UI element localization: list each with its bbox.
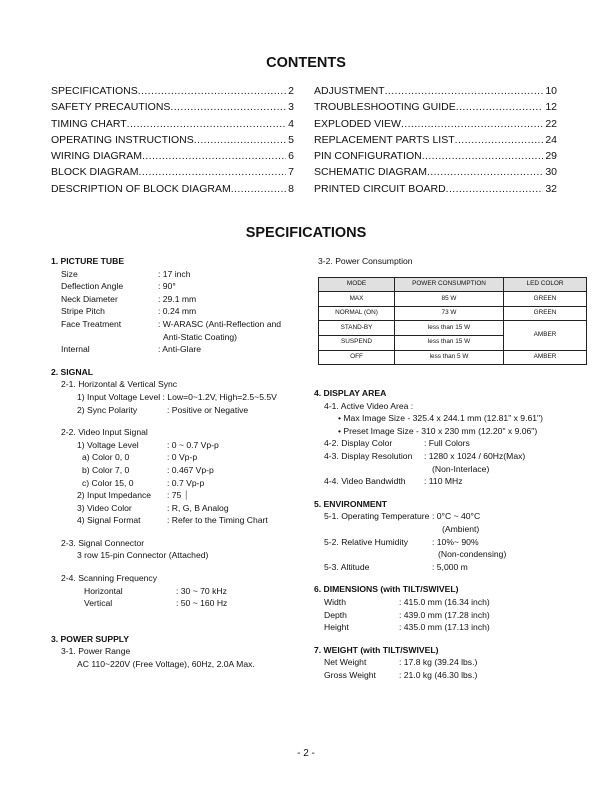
table-header: LED COLOR [504, 277, 587, 292]
spec-label: Depth [324, 609, 347, 620]
toc-item[interactable]: SCHEMATIC DIAGRAM ..... 30 [314, 164, 557, 180]
spec-label: Neck Diameter [61, 293, 118, 304]
toc-left [51, 83, 294, 197]
spec-value: (Ambient) [442, 523, 480, 534]
spec-value: : 0.467 Vp-p [167, 464, 214, 475]
spec-line: • Max Image Size - 325.4 x 244.1 mm (12.81" x 9.61") [338, 413, 543, 424]
subsection-heading: 2-1. Horizontal & Vertical Sync [61, 379, 178, 390]
toc-item[interactable]: PRINTED CIRCUIT BOARD ..... 32 [314, 181, 557, 197]
spec-label: c) Color 15, 0 [82, 477, 134, 488]
spec-value: : 110 MHz [424, 476, 463, 487]
toc-item[interactable]: TIMING CHART ..... 4 [51, 116, 294, 132]
spec-label: 4-4. Video Bandwidth [324, 476, 406, 487]
spec-label: Size [61, 268, 78, 279]
spec-label: 5-1. Operating Temperature [324, 511, 430, 522]
section-heading: 3. POWER SUPPLY [51, 633, 130, 644]
spec-label: Vertical [84, 598, 113, 609]
toc-item[interactable]: TROUBLESHOOTING GUIDE ..... 12 [314, 99, 557, 115]
toc-item[interactable]: OPERATING INSTRUCTIONS ..... 5 [51, 132, 294, 148]
spec-line: 3 row 15-pin Connector (Attached) [77, 550, 209, 561]
toc-item[interactable]: SPECIFICATIONS ..... 2 [51, 83, 294, 99]
spec-label: Width [324, 596, 346, 607]
page-number: - 2 - [297, 748, 315, 759]
section-heading: 1. PICTURE TUBE [51, 256, 125, 266]
spec-label: Net Weight [324, 657, 367, 668]
spec-label: 2) Input Impedance [77, 490, 152, 501]
spec-label: a) Color 0, 0 [82, 452, 130, 463]
spec-value: : 0.7 Vp-p [167, 477, 205, 488]
spec-label: Horizontal [84, 585, 123, 596]
toc-item[interactable]: REPLACEMENT PARTS LIST ..... 24 [314, 132, 557, 148]
table-row: SUSPEND less than 15 W [319, 335, 587, 350]
spec-value: (Non-condensing) [438, 549, 507, 560]
toc-item[interactable]: SAFETY PRECAUTIONS ..... 3 [51, 99, 294, 115]
spec-value: : 21.0 kg (46.30 lbs.) [399, 669, 478, 680]
spec-value: : 439.0 mm (17.28 inch) [399, 609, 490, 620]
spec-value: : 75 ⏐ [167, 490, 189, 501]
spec-value: : 90° [158, 281, 176, 292]
specifications-title: SPECIFICATIONS [245, 225, 367, 241]
spec-label: 5-2. Relative Humidity [324, 536, 409, 547]
spec-label: 5-3. Altitude [324, 561, 370, 572]
table-header: MODE [319, 277, 395, 292]
subsection-heading: 2-3. Signal Connector [61, 537, 145, 548]
spec-value: : Anti-Glare [158, 344, 201, 355]
spec-value: : 0°C ~ 40°C [432, 511, 481, 522]
spec-value: : W-ARASC (Anti-Reflection and [158, 318, 282, 329]
spec-label: Face Treatment [61, 318, 122, 329]
spec-label: b) Color 7, 0 [82, 464, 130, 475]
spec-value: : R, G, B Analog [167, 502, 229, 513]
spec-label: 4) Signal Format [77, 515, 141, 526]
table-row: MAX 85 W GREEN [319, 292, 587, 307]
subsection-heading: 2-2. Video Input Signal [61, 427, 148, 438]
spec-value: : 435.0 mm (17.13 inch) [399, 622, 490, 633]
spec-value: (Non-Interlace) [432, 463, 490, 474]
spec-label: Gross Weight [324, 669, 376, 680]
spec-label: 3) Video Color [77, 502, 132, 513]
spec-left-column [51, 255, 301, 671]
subsection-heading: 3-1. Power Range [61, 646, 131, 657]
toc-item[interactable]: EXPLODED VIEW ..... 22 [314, 116, 557, 132]
subsection-heading: 3-2. Power Consumption [318, 256, 413, 266]
spec-value: : 0.24 mm [158, 306, 197, 317]
spec-value: : 17 inch [158, 268, 191, 279]
toc-item[interactable]: WIRING DIAGRAM ..... 6 [51, 148, 294, 164]
table-header: POWER CONSUMPTION [395, 277, 504, 292]
toc-item[interactable]: BLOCK DIAGRAM ..... 7 [51, 164, 294, 180]
spec-label: Internal [61, 344, 90, 355]
section-heading: 6. DIMENSIONS (with TILT/SWIVEL) [314, 584, 459, 595]
spec-value: Anti-Static Coating) [163, 331, 238, 342]
spec-value: : 5,000 m [432, 561, 468, 572]
spec-value: : 10%~ 90% [432, 536, 479, 547]
power-consumption-table [318, 277, 587, 366]
spec-line: • Preset Image Size - 310 x 230 mm (12.20" x 9.06") [338, 425, 538, 436]
spec-line: AC 110~220V (Free Voltage), 60Hz, 2.0A Max. [77, 659, 255, 670]
spec-value: : 50 ~ 160 Hz [176, 598, 228, 609]
spec-line: 1) Input Voltage Level : Low=0~1.2V, High=2.5~5.5V [77, 391, 277, 402]
spec-value: : Full Colors [424, 438, 470, 449]
spec-value: : 29.1 mm [158, 293, 197, 304]
table-row: NORMAL (ON) 73 W GREEN [319, 306, 587, 321]
toc-item[interactable]: ADJUSTMENT ..... 10 [314, 83, 557, 99]
spec-label: 1) Voltage Level [77, 439, 139, 450]
spec-label: Stripe Pitch [61, 306, 105, 317]
spec-label: 4-3. Display Resolution [324, 450, 413, 461]
table-row: OFF less than 5 W AMBER [319, 350, 587, 365]
toc-item[interactable]: PIN CONFIGURATION ..... 29 [314, 148, 557, 164]
spec-value: : 17.8 kg (39.24 lbs.) [399, 657, 478, 668]
spec-label: 4-2. Display Color [324, 438, 393, 449]
section-heading: 2. SIGNAL [51, 366, 94, 377]
spec-value: : Refer to the Timing Chart [167, 515, 268, 526]
toc-item[interactable]: DESCRIPTION OF BLOCK DIAGRAM ..... 8 [51, 181, 294, 197]
spec-value: : Positive or Negative [167, 404, 249, 415]
spec-value: : 30 ~ 70 kHz [176, 585, 227, 596]
spec-label: 4-1. Active Video Area : [324, 400, 414, 411]
spec-value: : 0 Vp-p [167, 452, 198, 463]
toc-right [314, 83, 557, 197]
section-heading: 4. DISPLAY AREA [314, 388, 387, 398]
contents-title: CONTENTS [266, 55, 346, 71]
subsection-heading: 2-4. Scanning Frequency [61, 573, 158, 584]
spec-value: : 415.0 mm (16.34 inch) [399, 596, 490, 607]
table-row: STAND-BY less than 15 W AMBER [319, 321, 587, 336]
spec-label: Height [324, 622, 349, 633]
spec-value: : 0 ~ 0.7 Vp-p [167, 439, 219, 450]
power-consumption-block [318, 255, 587, 365]
spec-right-column [314, 387, 574, 681]
spec-value: : 1280 x 1024 / 60Hz(Max) [424, 450, 526, 461]
spec-label: Deflection Angle [61, 281, 124, 292]
section-heading: 7. WEIGHT (with TILT/SWIVEL) [314, 644, 439, 655]
section-heading: 5. ENVIRONMENT [314, 498, 388, 509]
spec-label: 2) Sync Polarity [77, 404, 138, 415]
